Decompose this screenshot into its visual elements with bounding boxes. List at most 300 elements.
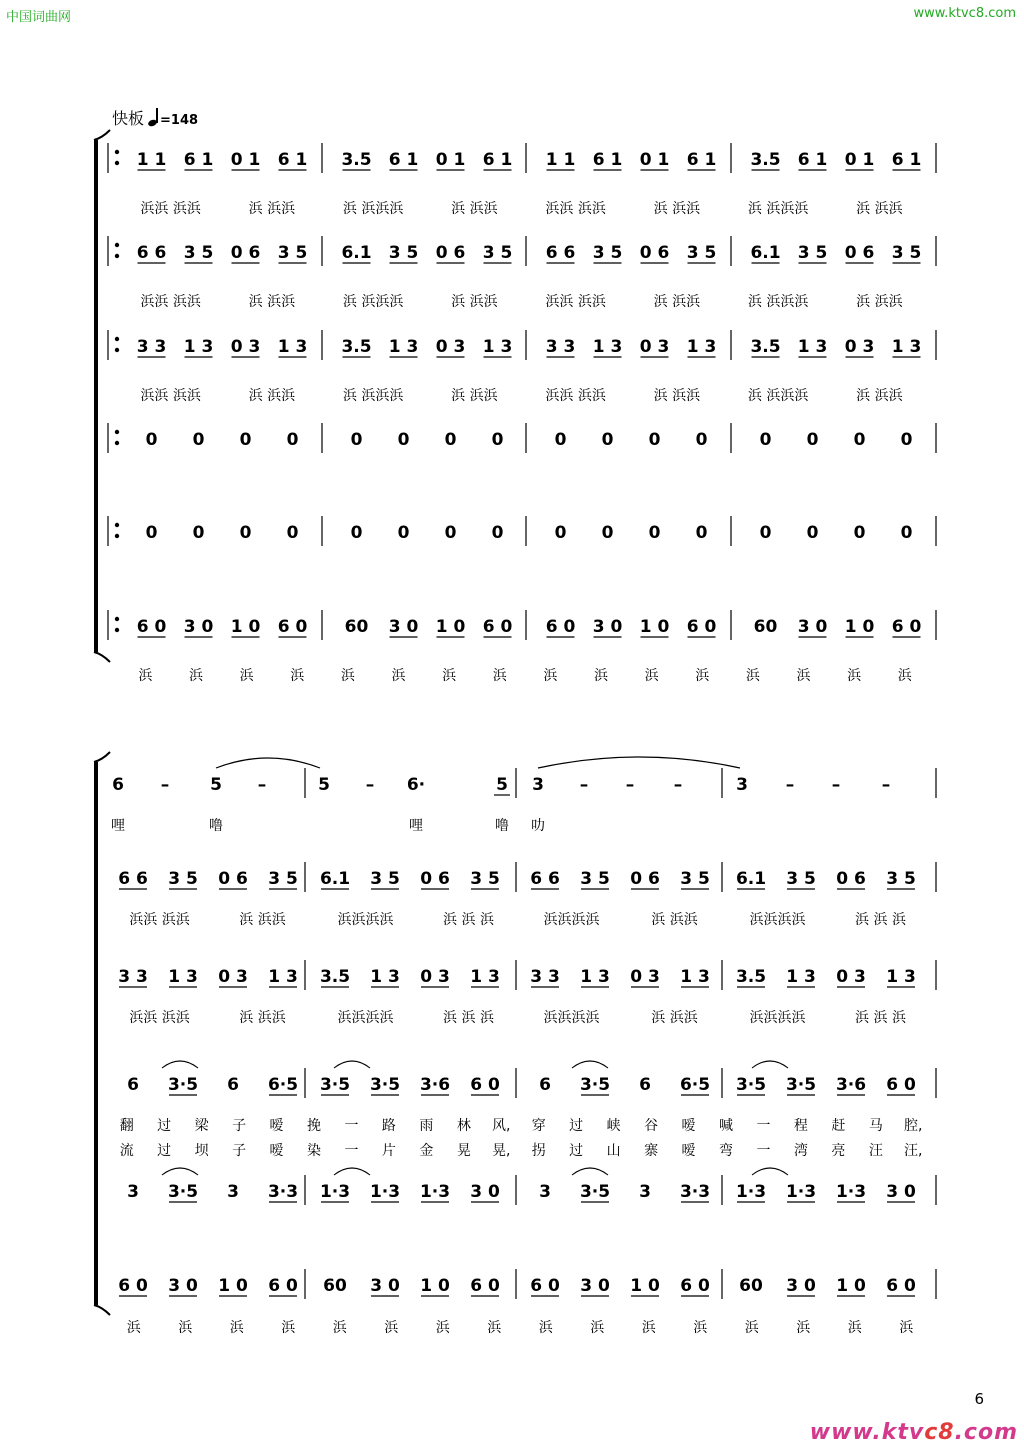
system2-row4-note: 3·5 bbox=[319, 1075, 351, 1095]
system2-row5-note: 1·3 bbox=[419, 1182, 451, 1202]
system2-slur-arc bbox=[752, 1168, 788, 1175]
system1-row3-note: 1 3 bbox=[686, 337, 717, 357]
system1-row6-note: 3 0 bbox=[592, 617, 623, 637]
system1-row4-note: 0 bbox=[853, 430, 866, 450]
system2-row3-note: 1 3 bbox=[786, 967, 816, 987]
system2-lyric: 马 bbox=[868, 1118, 883, 1134]
system1-row2-note: 0 6 bbox=[435, 243, 466, 263]
system1-lyric: 浜 浜浜 bbox=[451, 201, 498, 217]
system2-lyric: 挽 bbox=[307, 1118, 321, 1134]
system1-lyric: 浜 浜浜 bbox=[653, 388, 701, 404]
system2-lyric: 过 bbox=[157, 1143, 172, 1159]
system1-lyric: 浜 浜浜 bbox=[856, 388, 903, 404]
system2-slur-arc bbox=[752, 1061, 788, 1068]
system1-row2-note: 3 5 bbox=[797, 243, 828, 263]
system1-lyric: 浜 浜浜 bbox=[451, 388, 498, 404]
system1-row2-note: 3 5 bbox=[277, 243, 308, 263]
system1-row6-note: 60 bbox=[753, 617, 778, 637]
system1-row1-note: 1 1 bbox=[136, 150, 167, 170]
system2-lyric: 浜 bbox=[487, 1320, 502, 1336]
system2-row4-note: 3·6 bbox=[835, 1075, 867, 1095]
system1-row3-note: 3.5 bbox=[341, 337, 372, 357]
system2-row1-lyric: 哩 bbox=[409, 818, 423, 834]
system2-row2-note: 3 5 bbox=[580, 869, 610, 889]
system1-row5-note: 0 bbox=[444, 523, 457, 543]
system2-lyric: 金 bbox=[419, 1143, 434, 1159]
system1-lyric: 浜 浜浜浜 bbox=[342, 294, 404, 310]
system2-lyric: 浜浜浜浜 bbox=[749, 912, 806, 928]
system2-row2-note: 3 5 bbox=[886, 869, 916, 889]
system2-row3-note: 3 3 bbox=[118, 967, 148, 987]
system1-bracket-bottom-hook bbox=[94, 652, 110, 662]
system2-lyric: 喊 bbox=[719, 1118, 733, 1134]
system1-row6-repeat-dot bbox=[115, 617, 119, 621]
system2-row4-note: 6 bbox=[639, 1075, 651, 1095]
system2-row3-note: 3.5 bbox=[735, 967, 767, 987]
system2-lyric: 嗳 bbox=[269, 1143, 284, 1159]
system2-slur-arc bbox=[162, 1168, 198, 1175]
system2-lyric: 风, bbox=[492, 1118, 511, 1134]
system2-lyric: 子 bbox=[232, 1143, 247, 1159]
system2-row5-note: 3 bbox=[127, 1182, 139, 1202]
system1-bracket-top-hook bbox=[94, 130, 110, 140]
system2-row1-note: – bbox=[785, 775, 795, 795]
system2-lyric: 浜 bbox=[590, 1320, 605, 1336]
system1-row3-note: 1 3 bbox=[797, 337, 828, 357]
system1-lyric: 浜 bbox=[442, 668, 457, 684]
system1-lyric: 浜 bbox=[543, 668, 558, 684]
system1-lyric: 浜 bbox=[644, 668, 659, 684]
system2-lyric: 浜 bbox=[384, 1320, 399, 1336]
system2-row5-note: 3·3 bbox=[267, 1182, 299, 1202]
system2-row5-note: 3·5 bbox=[579, 1182, 611, 1202]
system2-lyric: 寨 bbox=[644, 1143, 659, 1159]
system2-row2-note: 0 6 bbox=[420, 869, 450, 889]
system2-row2-note: 6 6 bbox=[530, 869, 560, 889]
system1-row6-note: 6 0 bbox=[277, 617, 308, 637]
system1-row6-repeat-dot bbox=[115, 628, 119, 632]
tempo-label: 快板 bbox=[112, 109, 145, 128]
system1-lyric: 浜 浜浜 bbox=[248, 201, 296, 217]
system2-row4-note: 6 bbox=[127, 1075, 139, 1095]
system1-row4-note: 0 bbox=[695, 430, 708, 450]
system1-row3-note: 1 3 bbox=[592, 337, 623, 357]
system2-row1-note: 5 bbox=[210, 775, 222, 795]
system1-row6-note: 1 0 bbox=[435, 617, 466, 637]
system2-row5-note: 1·3 bbox=[735, 1182, 767, 1202]
system2-row3-note: 1 3 bbox=[470, 967, 500, 987]
system1-row2-note: 6 6 bbox=[136, 243, 167, 263]
system2-row2-note: 6.1 bbox=[735, 869, 767, 889]
system1-row4-note: 0 bbox=[554, 430, 567, 450]
system1-lyric: 浜 bbox=[290, 668, 305, 684]
system2-lyric: 晃 bbox=[456, 1143, 471, 1159]
system1-row6-note: 6 0 bbox=[686, 617, 717, 637]
system2-lyric: 弯 bbox=[719, 1143, 733, 1159]
system2-slur-arc bbox=[334, 1061, 370, 1068]
system2-lyric: 晃, bbox=[492, 1143, 511, 1159]
system1-row4-note: 0 bbox=[900, 430, 913, 450]
system2-lyric: 翻 bbox=[119, 1118, 134, 1134]
system2-row1-note: – bbox=[625, 775, 635, 795]
system1-row2-note: 6 6 bbox=[545, 243, 576, 263]
system1-row4-note: 0 bbox=[444, 430, 457, 450]
system1-row6-note: 6 0 bbox=[545, 617, 576, 637]
system2-row6-note: 3 0 bbox=[370, 1276, 400, 1296]
system1-row5-note: 0 bbox=[286, 523, 299, 543]
system2-lyric: 染 bbox=[307, 1143, 321, 1159]
system2-lyric: 程 bbox=[793, 1118, 808, 1134]
system1-row1-note: 6 1 bbox=[277, 150, 308, 170]
footer-watermark bbox=[810, 1420, 1018, 1445]
system1-row1-note: 0 1 bbox=[639, 150, 670, 170]
system1-row3-note: 1 3 bbox=[183, 337, 214, 357]
system2-row3-note: 0 3 bbox=[836, 967, 866, 987]
system2-lyric: 路 bbox=[381, 1118, 396, 1134]
system2-row6-note: 60 bbox=[323, 1276, 347, 1296]
system2-row4-note: 6 bbox=[539, 1075, 551, 1095]
system2-lyric: 拐 bbox=[531, 1143, 546, 1159]
footer-text-a: www.ktv bbox=[809, 1420, 925, 1445]
system1-lyric: 浜 bbox=[340, 668, 355, 684]
system1-lyric: 浜浜 浜浜 bbox=[545, 201, 606, 217]
system2-lyric: 嗳 bbox=[681, 1118, 696, 1134]
system1-row2-note: 6.1 bbox=[750, 243, 781, 263]
system1-row6-note: 6 0 bbox=[136, 617, 167, 637]
system2-lyric: 浜浜 浜浜 bbox=[129, 1010, 190, 1026]
system1-row5-note: 0 bbox=[192, 523, 205, 543]
system1-row4-note: 0 bbox=[192, 430, 205, 450]
system2-lyric: 腔, bbox=[904, 1118, 923, 1134]
system1-lyric: 浜 bbox=[796, 668, 811, 684]
system1-lyric: 浜浜 浜浜 bbox=[140, 388, 201, 404]
system2-row2-note: 3 5 bbox=[680, 869, 710, 889]
system2-row4-note: 3·5 bbox=[369, 1075, 401, 1095]
system2-row6-note: 6 0 bbox=[680, 1276, 710, 1296]
system1-row4-note: 0 bbox=[648, 430, 661, 450]
system2-lyric: 浜 bbox=[796, 1320, 811, 1336]
system2-row5-note: 1·3 bbox=[785, 1182, 817, 1202]
system1-lyric: 浜 bbox=[188, 668, 203, 684]
system2-lyric: 浜浜浜浜 bbox=[543, 912, 600, 928]
system1-row6-note: 60 bbox=[344, 617, 369, 637]
system1-row2-note: 3 5 bbox=[183, 243, 214, 263]
system2-bracket-top-hook bbox=[94, 752, 110, 762]
system2-row4-note: 6 0 bbox=[470, 1075, 500, 1095]
system1-row4-note: 0 bbox=[239, 430, 252, 450]
system2-lyric: 过 bbox=[569, 1118, 584, 1134]
system1-row3-note: 0 3 bbox=[230, 337, 261, 357]
system2-lyric: 一 bbox=[756, 1118, 771, 1134]
system2-lyric: 一 bbox=[344, 1118, 359, 1134]
system2-lyric: 浜 bbox=[847, 1320, 862, 1336]
system2-lyric: 流 bbox=[119, 1143, 134, 1159]
system2-row6-note: 1 0 bbox=[420, 1276, 450, 1296]
system1-row3-note: 0 3 bbox=[435, 337, 466, 357]
system2-row4-note: 3·5 bbox=[785, 1075, 817, 1095]
system1-row5-note: 0 bbox=[239, 523, 252, 543]
system2-lyric: 浜 bbox=[693, 1320, 708, 1336]
system2-lyric: 浜浜浜浜 bbox=[337, 912, 394, 928]
system2-lyric: 浜 bbox=[641, 1320, 656, 1336]
system2-lyric: 浜 bbox=[281, 1320, 296, 1336]
system2-row6-note: 3 0 bbox=[168, 1276, 198, 1296]
system2-lyric: 浜 浜浜 bbox=[239, 912, 286, 928]
system2-row1-note: – bbox=[881, 775, 891, 795]
system1-row2-note: 3 5 bbox=[592, 243, 623, 263]
system2-row1-note: – bbox=[831, 775, 841, 795]
system2-row3-note: 1 3 bbox=[370, 967, 400, 987]
system1-row4-note: 0 bbox=[491, 430, 504, 450]
system1-row1-note: 6 1 bbox=[388, 150, 419, 170]
system1-lyric: 浜 bbox=[391, 668, 406, 684]
system2-lyric: 浜 bbox=[332, 1320, 347, 1336]
system2-row1-note: – bbox=[160, 775, 170, 795]
system1-lyric: 浜浜 浜浜 bbox=[545, 294, 606, 310]
system1-row4-note: 0 bbox=[601, 430, 614, 450]
system2-row2-note: 0 6 bbox=[218, 869, 248, 889]
system2-lyric: 过 bbox=[569, 1143, 584, 1159]
system2-row3-note: 1 3 bbox=[680, 967, 710, 987]
system2-lyric: 山 bbox=[606, 1143, 621, 1159]
system2-row3-note: 0 3 bbox=[420, 967, 450, 987]
system2-row4-note: 6·5 bbox=[267, 1075, 299, 1095]
system1-row3-note: 1 3 bbox=[482, 337, 513, 357]
system1-row3-note: 1 3 bbox=[891, 337, 922, 357]
system2-row5-note: 1·3 bbox=[369, 1182, 401, 1202]
system1-lyric: 浜 浜浜 bbox=[451, 294, 498, 310]
system2-lyric: 湾 bbox=[793, 1143, 808, 1159]
system2-row5-note: 3 0 bbox=[470, 1182, 500, 1202]
system2-lyric: 嗳 bbox=[269, 1118, 284, 1134]
system2-row4-note: 3·5 bbox=[579, 1075, 611, 1095]
system2-row1-note: 5 bbox=[496, 775, 508, 795]
footer-text-c: .com bbox=[954, 1420, 1018, 1445]
system1-row2-repeat-dot bbox=[115, 243, 119, 247]
system1-lyric: 浜 bbox=[593, 668, 608, 684]
system1-row3-note: 1 3 bbox=[277, 337, 308, 357]
system2-slur-arc bbox=[572, 1061, 608, 1068]
system1-row2-note: 3 5 bbox=[686, 243, 717, 263]
system2-row4-note: 6 bbox=[227, 1075, 239, 1095]
system1-row3-note: 3 3 bbox=[136, 337, 167, 357]
system1-lyric: 浜浜 浜浜 bbox=[140, 201, 201, 217]
system2-lyric: 浜浜浜浜 bbox=[749, 1010, 806, 1026]
system1-row5-note: 0 bbox=[554, 523, 567, 543]
system2-row1-lyric: 叻 bbox=[531, 818, 545, 834]
system2-lyric: 浜 浜 浜 bbox=[855, 1010, 906, 1026]
system2-row2-note: 3 5 bbox=[168, 869, 198, 889]
system2-row3-note: 3.5 bbox=[319, 967, 351, 987]
system1-lyric: 浜浜 浜浜 bbox=[140, 294, 201, 310]
system2-row2-note: 6 6 bbox=[118, 869, 148, 889]
system1-lyric: 浜 bbox=[492, 668, 507, 684]
system1-lyric: 浜 浜浜浜 bbox=[342, 388, 404, 404]
system1-row1-note: 6 1 bbox=[891, 150, 922, 170]
system1-row2-repeat-dot bbox=[115, 254, 119, 258]
system1-row6-note: 1 0 bbox=[844, 617, 875, 637]
system1-row5-note: 0 bbox=[491, 523, 504, 543]
system2-row2-note: 3 5 bbox=[370, 869, 400, 889]
system1-row3-repeat-dot bbox=[115, 348, 119, 352]
system1-lyric: 浜 bbox=[695, 668, 710, 684]
system1-row5-note: 0 bbox=[350, 523, 363, 543]
system2-row2-note: 0 6 bbox=[836, 869, 866, 889]
system2-row2-note: 3 5 bbox=[268, 869, 298, 889]
system2-row6-note: 6 0 bbox=[470, 1276, 500, 1296]
system2-row1-note: 6· bbox=[406, 775, 426, 795]
system1-row2-note: 0 6 bbox=[844, 243, 875, 263]
system2-lyric: 雨 bbox=[419, 1118, 434, 1134]
system1-row4-note: 0 bbox=[397, 430, 410, 450]
system1-row2-note: 0 6 bbox=[230, 243, 261, 263]
system2-lyric: 浜 浜浜 bbox=[651, 912, 698, 928]
system1-row3-note: 3.5 bbox=[750, 337, 781, 357]
system1-row6-note: 1 0 bbox=[230, 617, 261, 637]
system1-lyric: 浜 浜浜浜 bbox=[747, 201, 809, 217]
system2-row6-note: 1 0 bbox=[218, 1276, 248, 1296]
system2-row1-note: 3 bbox=[532, 775, 544, 795]
system2-row1-note: – bbox=[673, 775, 683, 795]
system1-row3-note: 1 3 bbox=[388, 337, 419, 357]
system2-row6-note: 6 0 bbox=[886, 1276, 916, 1296]
system1-lyric: 浜 浜浜 bbox=[653, 201, 701, 217]
system2-row1-note: – bbox=[365, 775, 375, 795]
system1-row4-note: 0 bbox=[759, 430, 772, 450]
system2-row6-note: 3 0 bbox=[580, 1276, 610, 1296]
system1-lyric: 浜 bbox=[745, 668, 760, 684]
system1-lyric: 浜 bbox=[138, 668, 153, 684]
system1-lyric: 浜 浜浜 bbox=[856, 201, 903, 217]
system2-row3-note: 1 3 bbox=[886, 967, 916, 987]
system1-row5-note: 0 bbox=[695, 523, 708, 543]
system2-row3-note: 0 3 bbox=[630, 967, 660, 987]
system2-lyric: 过 bbox=[157, 1118, 172, 1134]
system1-row4-repeat-dot bbox=[115, 430, 119, 434]
system2-lyric: 谷 bbox=[644, 1118, 659, 1134]
system1-row2-note: 3 5 bbox=[388, 243, 419, 263]
system2-lyric: 浜浜浜浜 bbox=[337, 1010, 394, 1026]
system2-slur-arc bbox=[334, 1168, 370, 1175]
site-logo-left: 中国词曲网 bbox=[6, 10, 72, 25]
system2-lyric: 嗳 bbox=[681, 1143, 696, 1159]
system1-row5-repeat-dot bbox=[115, 534, 119, 538]
system2-row6-note: 6 0 bbox=[118, 1276, 148, 1296]
system1-row5-note: 0 bbox=[900, 523, 913, 543]
system1-row1-repeat-dot bbox=[115, 161, 119, 165]
system1-row6-note: 1 0 bbox=[639, 617, 670, 637]
system2-lyric: 浜 bbox=[178, 1320, 193, 1336]
system2-row5-note: 3 bbox=[639, 1182, 651, 1202]
system1-row5-note: 0 bbox=[397, 523, 410, 543]
system2-row6-note: 6 0 bbox=[268, 1276, 298, 1296]
system2-lyric: 浜 浜浜 bbox=[239, 1010, 286, 1026]
system2-lyric: 亮 bbox=[831, 1143, 846, 1159]
system1-row2-note: 0 6 bbox=[639, 243, 670, 263]
system1-row5-note: 0 bbox=[759, 523, 772, 543]
system2-lyric: 梁 bbox=[194, 1118, 209, 1134]
system2-row4-note: 3·5 bbox=[167, 1075, 199, 1095]
system2-row4-note: 3·6 bbox=[419, 1075, 451, 1095]
system2-row3-note: 0 3 bbox=[218, 967, 248, 987]
system1-row6-note: 3 0 bbox=[797, 617, 828, 637]
system2-row2-note: 3 5 bbox=[470, 869, 500, 889]
system1-row5-note: 0 bbox=[601, 523, 614, 543]
system2-row4-note: 3·5 bbox=[735, 1075, 767, 1095]
system1-lyric: 浜 浜浜 bbox=[248, 388, 296, 404]
system1-lyric: 浜浜 浜浜 bbox=[545, 388, 606, 404]
system2-row5-note: 3 bbox=[227, 1182, 239, 1202]
system2-row5-note: 1·3 bbox=[319, 1182, 351, 1202]
site-url-right: www.ktvc8.com bbox=[913, 6, 1016, 21]
system1-row1-note: 6 1 bbox=[686, 150, 717, 170]
system2-lyric: 穿 bbox=[531, 1118, 546, 1134]
system1-row5-repeat-dot bbox=[115, 523, 119, 527]
system2-row1-note: 6 bbox=[112, 775, 124, 795]
system1-row4-note: 0 bbox=[145, 430, 158, 450]
system1-row1-note: 0 1 bbox=[844, 150, 875, 170]
system2-row6-note: 60 bbox=[739, 1276, 763, 1296]
system1-lyric: 浜 浜浜 bbox=[653, 294, 701, 310]
system1-row4-note: 0 bbox=[350, 430, 363, 450]
system1-lyric: 浜 浜浜浜 bbox=[747, 388, 809, 404]
system2-lyric: 浜 bbox=[229, 1320, 244, 1336]
system2-row2-note: 0 6 bbox=[630, 869, 660, 889]
tempo-bpm: =148 bbox=[160, 113, 199, 128]
system2-lyric: 林 bbox=[456, 1118, 471, 1134]
system2-row2-note: 6.1 bbox=[319, 869, 351, 889]
system1-lyric: 浜 浜浜 bbox=[856, 294, 903, 310]
system1-row2-note: 3 5 bbox=[891, 243, 922, 263]
system2-lyric: 浜 浜 浜 bbox=[855, 912, 906, 928]
system2-lyric: 浜 bbox=[899, 1320, 914, 1336]
system1-row4-repeat-dot bbox=[115, 441, 119, 445]
system1-row6-note: 3 0 bbox=[183, 617, 214, 637]
system1-row3-note: 3 3 bbox=[545, 337, 576, 357]
footer-text-b: c8 bbox=[924, 1420, 955, 1445]
system2-slur-arc bbox=[162, 1061, 198, 1068]
system2-lyric: 赶 bbox=[831, 1118, 846, 1134]
system1-row1-note: 0 1 bbox=[435, 150, 466, 170]
system2-row1-note: – bbox=[579, 775, 589, 795]
system2-row3-note: 3 3 bbox=[530, 967, 560, 987]
system1-row1-note: 3.5 bbox=[341, 150, 372, 170]
system2-lyric: 片 bbox=[381, 1143, 396, 1159]
system1-row5-note: 0 bbox=[806, 523, 819, 543]
system2-lyric: 子 bbox=[232, 1118, 247, 1134]
system2-row5-note: 3 bbox=[539, 1182, 551, 1202]
system1-row5-note: 0 bbox=[145, 523, 158, 543]
system2-row5-note: 3 0 bbox=[886, 1182, 916, 1202]
system1-lyric: 浜 浜浜浜 bbox=[747, 294, 809, 310]
system2-lyric: 浜 浜 浜 bbox=[443, 1010, 494, 1026]
system2-lyric: 浜 浜 浜 bbox=[443, 912, 494, 928]
system1-row4-note: 0 bbox=[806, 430, 819, 450]
system2-tie-arc bbox=[538, 757, 740, 768]
system2-slur-arc bbox=[572, 1168, 608, 1175]
system2-row1-note: 5 bbox=[318, 775, 330, 795]
system2-bracket-bottom-hook bbox=[94, 1305, 110, 1315]
system2-lyric: 浜 bbox=[538, 1320, 553, 1336]
system1-lyric: 浜 bbox=[897, 668, 912, 684]
system2-row6-note: 3 0 bbox=[786, 1276, 816, 1296]
system2-row1-note: – bbox=[257, 775, 267, 795]
system2-lyric: 坝 bbox=[194, 1143, 209, 1159]
system2-lyric: 浜浜 浜浜 bbox=[129, 912, 190, 928]
system2-row5-note: 3·3 bbox=[679, 1182, 711, 1202]
system1-row1-note: 6 1 bbox=[183, 150, 214, 170]
system1-row3-repeat-dot bbox=[115, 337, 119, 341]
